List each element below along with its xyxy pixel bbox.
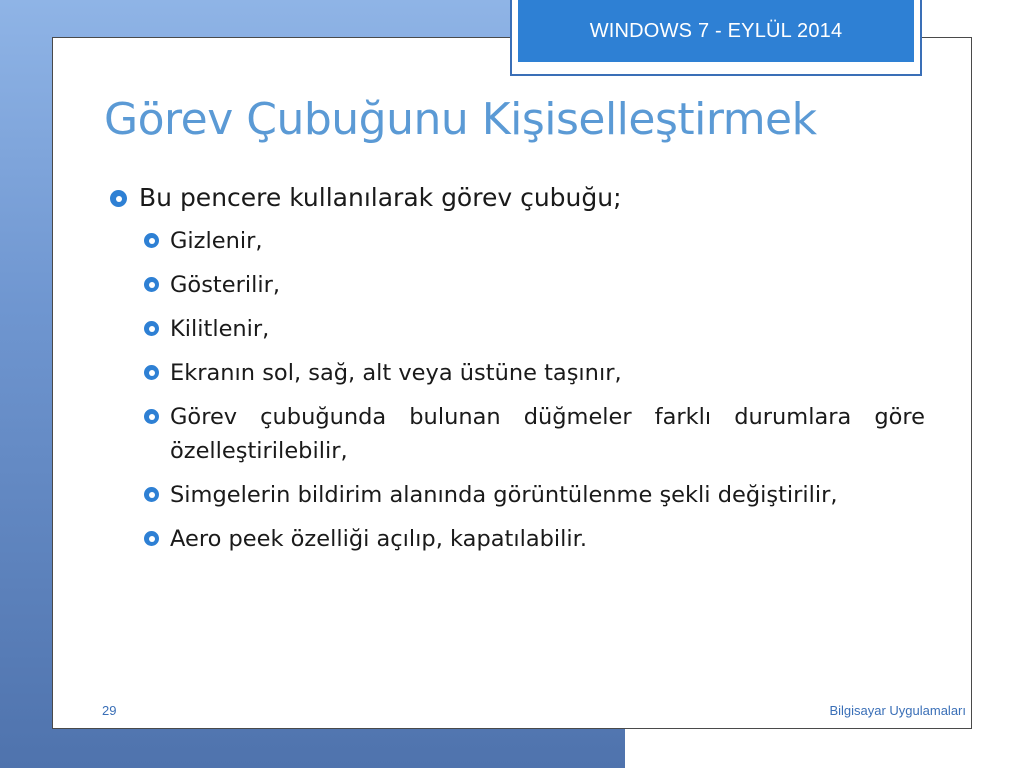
main-bullet-text: Bu pencere kullanılarak görev çubuğu; <box>139 183 622 212</box>
sub-bullet-text: Gizlenir, <box>170 228 263 254</box>
bullet-icon <box>144 409 159 424</box>
sub-bullet-item <box>144 356 925 390</box>
sub-bullet-item <box>144 268 925 302</box>
sub-bullet-item <box>144 224 925 258</box>
sub-bullet-item <box>144 400 925 468</box>
slide-title: Görev Çubuğunu Kişiselleştirmek <box>104 94 817 145</box>
sub-bullet-text: Gösterilir, <box>170 272 280 298</box>
page-number: 29 <box>102 703 117 718</box>
sub-bullet-text: Simgelerin bildirim alanında görüntülenme şekli değiştirilir, <box>170 482 838 508</box>
header-badge <box>510 0 922 76</box>
sub-bullet-text: Aero peek özelliği açılıp, kapatılabilir. <box>170 526 587 552</box>
sub-bullet-text: Görev çubuğunda bulunan düğmeler farklı durumlara göre özelleştirilebilir, <box>170 404 925 464</box>
main-bullet-item <box>110 180 925 216</box>
header-badge-label: WINDOWS 7 - EYLÜL 2014 <box>518 0 914 62</box>
bullet-list <box>110 180 925 566</box>
sub-bullet-text: Kilitlenir, <box>170 316 270 342</box>
bullet-icon <box>110 190 127 207</box>
bullet-icon <box>144 487 159 502</box>
sub-bullet-item <box>144 478 925 512</box>
sub-bullet-text: Ekranın sol, sağ, alt veya üstüne taşınır, <box>170 360 622 386</box>
bullet-icon <box>144 365 159 380</box>
bullet-icon <box>144 277 159 292</box>
footer-course-name: Bilgisayar Uygulamaları <box>829 703 966 718</box>
sub-bullet-item <box>144 312 925 346</box>
bullet-icon <box>144 321 159 336</box>
bullet-icon <box>144 531 159 546</box>
sub-bullet-item <box>144 522 925 556</box>
bullet-icon <box>144 233 159 248</box>
